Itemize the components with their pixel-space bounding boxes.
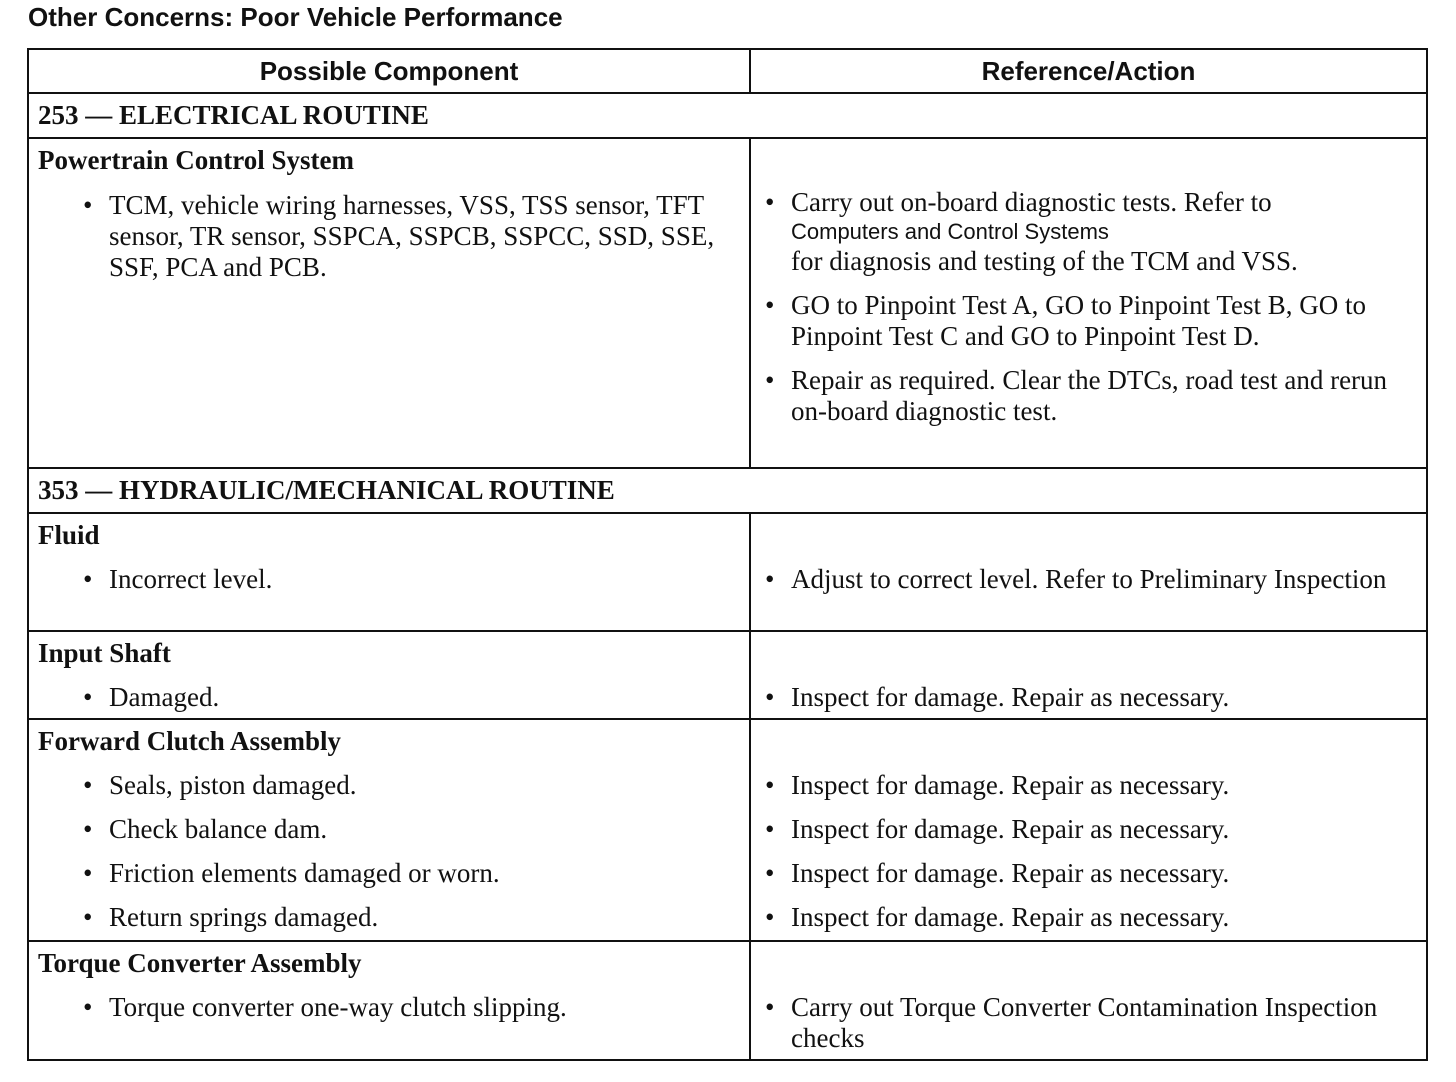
action-text: Inspect for damage. Repair as necessary. — [791, 902, 1230, 932]
group-heading: Fluid — [38, 520, 100, 550]
page-title: Other Concerns: Poor Vehicle Performance — [28, 2, 563, 32]
bullet-icon: • — [83, 564, 93, 594]
bullet-icon: • — [83, 902, 93, 932]
group-heading: Torque Converter Assembly — [38, 948, 362, 978]
list-item — [751, 365, 1426, 427]
diagnosis-table — [27, 48, 1428, 1061]
component-list — [29, 682, 749, 713]
action-text: for diagnosis and testing of the TCM and VSS. — [791, 246, 1298, 276]
group-heading: Forward Clutch Assembly — [38, 726, 341, 756]
list-item — [29, 190, 749, 283]
component-cell — [28, 631, 750, 719]
bullet-icon: • — [83, 682, 93, 712]
action-cell — [750, 631, 1427, 719]
list-item — [751, 682, 1426, 713]
bullet-icon: • — [765, 564, 775, 594]
component-text: Damaged. — [109, 682, 220, 712]
component-cell — [28, 513, 750, 631]
list-item — [751, 902, 1426, 933]
bullet-icon: • — [83, 858, 93, 888]
action-text: Inspect for damage. Repair as necessary. — [791, 858, 1230, 888]
list-item — [751, 858, 1426, 889]
action-cell — [750, 941, 1427, 1060]
list-item — [29, 858, 749, 889]
bullet-icon: • — [765, 770, 775, 800]
bullet-icon: • — [765, 902, 775, 932]
bullet-icon: • — [83, 190, 93, 220]
action-list — [751, 564, 1426, 595]
action-text: Carry out Torque Converter Contamination Inspection checks — [791, 992, 1378, 1053]
list-item — [29, 682, 749, 713]
action-list — [751, 992, 1426, 1054]
group-row — [28, 631, 1427, 719]
section-heading: 353 — HYDRAULIC/MECHANICAL ROUTINE — [28, 468, 1427, 513]
component-text: TCM, vehicle wiring harnesses, VSS, TSS sensor, TFT sensor, TR sensor, SSPCA, SSPCB, SSPCC, SSD, SSE, SSF, PCA and PCB. — [109, 190, 715, 282]
group-row — [28, 513, 1427, 631]
component-cell — [28, 138, 750, 468]
action-cell — [750, 719, 1427, 941]
group-row — [28, 719, 1427, 941]
section-row — [28, 468, 1427, 513]
group-row — [28, 138, 1427, 468]
action-list — [751, 682, 1426, 713]
bullet-icon: • — [83, 770, 93, 800]
bullet-icon: • — [765, 682, 775, 712]
action-text: Inspect for damage. Repair as necessary. — [791, 682, 1230, 712]
action-cell — [750, 138, 1427, 468]
list-item — [29, 770, 749, 801]
action-text: Inspect for damage. Repair as necessary. — [791, 770, 1230, 800]
component-cell — [28, 941, 750, 1060]
group-row — [28, 941, 1427, 1060]
component-text: Check balance dam. — [109, 814, 328, 844]
component-text: Seals, piston damaged. — [109, 770, 357, 800]
bullet-icon: • — [765, 814, 775, 844]
action-text: GO to Pinpoint Test A, GO to Pinpoint Test B, GO to Pinpoint Test C and GO to Pinpoint Test D. — [791, 290, 1367, 351]
action-list — [751, 770, 1426, 933]
reference-link[interactable]: Computers and Control Systems — [791, 219, 1109, 244]
component-text: Friction elements damaged or worn. — [109, 858, 500, 888]
column-header-component: Possible Component — [28, 49, 750, 93]
bullet-icon: • — [765, 858, 775, 888]
group-heading: Input Shaft — [38, 638, 171, 668]
table-header-row — [28, 49, 1427, 93]
bullet-icon: • — [765, 290, 775, 320]
component-text: Incorrect level. — [109, 564, 273, 594]
action-text: Repair as required. Clear the DTCs, road test and rerun on-board diagnostic test. — [791, 365, 1388, 426]
bullet-icon: • — [765, 187, 775, 217]
action-list — [751, 187, 1426, 427]
component-list — [29, 992, 749, 1023]
bullet-icon: • — [83, 814, 93, 844]
component-text: Torque converter one-way clutch slipping. — [109, 992, 567, 1022]
component-list — [29, 190, 749, 283]
list-item — [751, 992, 1426, 1054]
bullet-icon: • — [765, 992, 775, 1022]
list-item — [751, 290, 1426, 352]
component-text: Return springs damaged. — [109, 902, 379, 932]
component-list — [29, 770, 749, 933]
list-item — [751, 770, 1426, 801]
section-row — [28, 93, 1427, 138]
component-cell — [28, 719, 750, 941]
list-item — [29, 992, 749, 1023]
section-heading: 253 — ELECTRICAL ROUTINE — [28, 93, 1427, 138]
list-item — [751, 814, 1426, 845]
column-header-action: Reference/Action — [750, 49, 1427, 93]
bullet-icon: • — [83, 992, 93, 1022]
action-cell — [750, 513, 1427, 631]
action-text: Carry out on-board diagnostic tests. Refer to — [791, 187, 1272, 217]
component-list — [29, 564, 749, 595]
bullet-icon: • — [765, 365, 775, 395]
list-item — [29, 814, 749, 845]
group-heading: Powertrain Control System — [38, 145, 354, 175]
list-item — [29, 902, 749, 933]
list-item — [751, 187, 1426, 277]
list-item — [29, 564, 749, 595]
action-text: Inspect for damage. Repair as necessary. — [791, 814, 1230, 844]
action-text: Adjust to correct level. Refer to Preliminary Inspection — [791, 564, 1387, 594]
list-item — [751, 564, 1426, 595]
